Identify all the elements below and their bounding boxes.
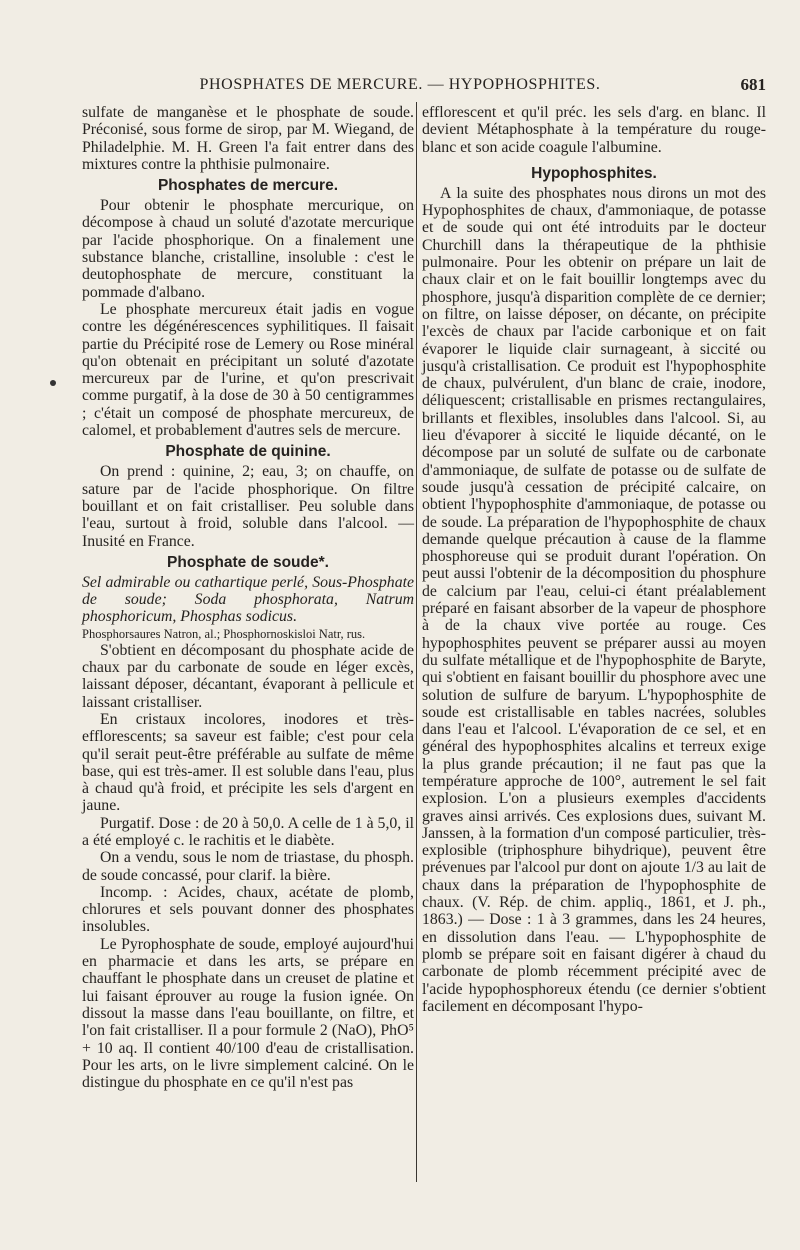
- section-heading-quinine: Phosphate de quinine.: [165, 443, 331, 461]
- foreign-names: Phosphorsaures Natron, al.; Phosphornoskisloi Natr, rus.: [82, 626, 366, 641]
- paragraph: Purgatif. Dose : de 20 à 50,0. A celle de 1 à 5,0, il a été employé c. le rachitis et le diabète.: [82, 814, 414, 849]
- paragraph: On prend : quinine, 2; eau, 3; on chauffe, on sature par de l'acide phosphorique. On filtre bouillant et on fait cristalliser. Peu soluble dans l'eau, surtout à froid, soluble dans l'alcool. — Inusité en France.: [82, 463, 414, 550]
- paragraph: efflorescent et qu'il préc. les sels d'arg. en blanc. Il devient Métaphosphate à la température du rouge-blanc et son acide coagule l'albumine.: [422, 104, 766, 156]
- paragraph: En cristaux incolores, inodores et très-efflorescents; sa saveur est faible; c'est pour cela qu'il serait peut-être préférable au sulfate de même base, qui est très-amer. Il est soluble dans l'eau, plus à chaud qu'à froid, et précipite les sels d'argent en jaune.: [82, 710, 414, 815]
- paragraph: A la suite des phosphates nous dirons un mot des Hypophosphites de chaux, d'ammoniaque, de potasse et de soude qui ont été introduits par le docteur Churchill dans la thérapeutique de la phthisie pulmonaire. Pour les obtenir on prépare un lait de chaux clair et on le fait bouillir longtemps avec du phosphore, jusqu'à disparition complète de ce dernier; on filtre, on laisse déposer, on décante, on précipite l'excès de chaux par l'acide carbonique et on fait évaporer le liquide clair surnageant, à siccité ou jusqu'à cristallisation. Ce produit est l'hypophosphite de chaux, pulvérulent, d'un blanc de craie, inodore, déliquescent; cristallisable en prismes rectangulaires, brillants et flexibles, insolubles dans l'alcool. Si, au lieu d'évaporer à siccité le liquide décanté, on le décompose par un soluté de sulfate ou de carbonate d'ammoniaque, de sulfate de potasse ou de sulfate de soude jusqu'à cessation de précipité calcaire, on obtient l'hypophosphite d'ammoniaque, de potasse ou de soude. La préparation de l'hypophosphite de chaux demande quelque précaution à cause de la flamme phosphoreuse qui se produit durant l'opération. On peut aussi l'obtenir de la décomposition du phosphure de calcium par l'eau, celui-ci étant préalablement préparé en faisant absorber de la vapeur de phosphore à de la chaux vive portée au rouge. Ces hypophosphites peuvent se préparer aussi au moyen du sulfate métallique et de l'hypophosphite de Baryte, qui s'obtient en faisant bouillir du phosphore avec une solution de sulfure de baryum. L'hypophosphite de soude est cristallisable en tables nacrées, solubles dans l'eau et l'alcool. L'évaporation de ce sel, et en général des hypophosphites alcalins et terreux exige la plus grande précaution; il ne faut pas que la température approche de 100°, autrement le sel fait explosion. L'on a plusieurs exemples d'accidents graves ainsi arrivés. Ces explosions dues, suivant M. Janssen, à la formation d'un composé particulier, très-explosible (triphosphure bihydrique), peuvent être prévenues par l'alcool pur dont on ajoute 1/3 au lait de chaux dans la préparation de l'hypophosphite de chaux. (V. Rép. de chim. appliq., 1861, et J. ph., 1863.) — Dose : 1 à 3 grammes, dans les 24 heures, en dissolution dans l'eau. — L'hypophosphite de plomb se prépare soit en faisant digérer à chaud du carbonate de plomb récemment précipité avec de l'acide hypophosphoreux étendu (ce dernier s'obtient facilement en décomposant l'hypo-: [422, 184, 766, 1015]
- running-title: PHOSPHATES DE MERCURE. — HYPOPHOSPHITES.: [199, 76, 601, 93]
- paragraph: On a vendu, sous le nom de triastase, du phosph. de soude concassé, pour clarif. la bière.: [82, 849, 414, 884]
- section-heading-soude: Phosphate de soude*.: [167, 553, 329, 571]
- paragraph: Le Pyrophosphate de soude, employé aujourd'hui en pharmacie et dans les arts, se prépare en chauffant le phosphate dans un creuset de platine et lui faisant éprouver au rouge la fusion ignée. On dissout la masse dans l'eau bouillante, on filtre, et l'on fait cristalliser. Il a pour formule 2 (NaO), PhO⁵ + 10 aq. Il contient 40/100 d'eau de cristallisation. Pour les arts, on le livre simplement calciné. On le distingue du phosphate en ce qu'il n'est pas: [82, 935, 414, 1092]
- margin-dot: [50, 380, 56, 386]
- paragraph: S'obtient en décomposant du phosphate acide de chaux par du carbonate de soude en léger excès, laissant déposer, décantant, évaporant à pellicule et laissant cristalliser.: [82, 641, 414, 711]
- paragraph: sulfate de manganèse et le phosphate de soude. Préconisé, sous forme de sirop, par M. Wiegand, de Philadelphie. M. H. Green l'a fait entrer dans des mixtures contre la phthisie pulmonaire.: [82, 104, 414, 173]
- paragraph: Incomp. : Acides, chaux, acétate de plomb, chlorures et sels pouvant donner des phosphates insolubles.: [82, 883, 414, 936]
- page-number: 681: [740, 75, 766, 94]
- paragraph: Le phosphate mercureux était jadis en vogue contre les dégénérescences syphilitiques. Il faisait partie du Précipité rose de Lemery ou Rose minéral qu'on obtenait en précipitant un soluté d'azotate mercureux par de l'urine, et qu'on prescrivait comme purgatif, à la dose de 30 à 50 centigrammes ; c'était un composé de phosphate mercureux, de calomel, et probablement d'autres sels de mercure.: [82, 300, 414, 440]
- paragraph: Pour obtenir le phosphate mercurique, on décompose à chaud un soluté d'azotate mercurique par l'acide phosphorique. On a finalement une substance blanche, cristalline, insoluble : c'est le deutophosphate de mercure, constituant la pommade d'albano.: [82, 197, 414, 301]
- column-divider: [416, 102, 417, 1182]
- section-heading-hypophosphites: Hypophosphites.: [531, 164, 657, 182]
- section-heading-mercure: Phosphates de mercure.: [157, 177, 339, 195]
- synonyms: Sel admirable ou cathartique perlé, Sous-Phosphate de soude; Soda phosphorata, Natrum phosphoricum, Phosphas sodicus.: [82, 573, 414, 626]
- right-column: [422, 104, 766, 1015]
- left-column: [82, 104, 414, 1091]
- running-header: [0, 74, 800, 98]
